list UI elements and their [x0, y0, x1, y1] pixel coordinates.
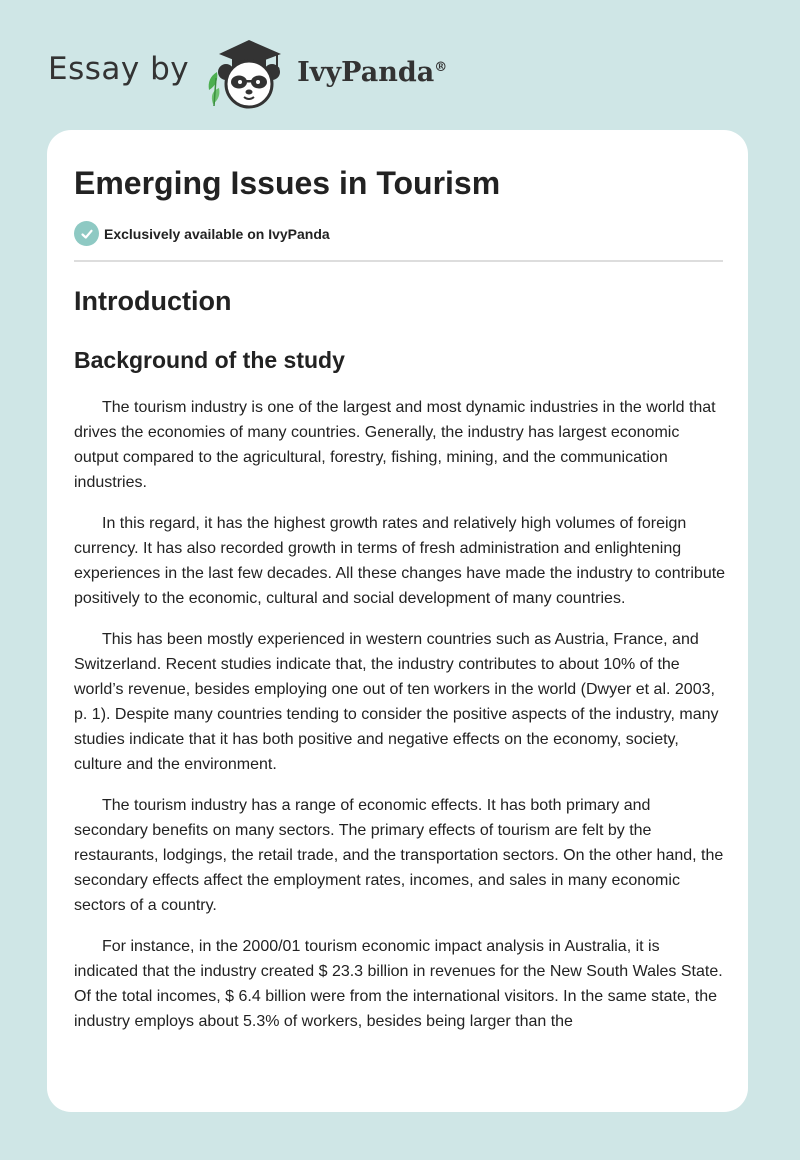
registered-mark: ®	[434, 59, 448, 75]
exclusive-badge-label: Exclusively available on IvyPanda	[104, 225, 330, 242]
panda-mascot-icon	[203, 34, 295, 110]
check-icon	[74, 221, 99, 246]
page-title: Emerging Issues in Tourism	[74, 165, 501, 201]
paragraph: This has been mostly experienced in western countries such as Austria, France, and Switzerland. Recent studies indicate that, the industry contributes to about 10% of the world’s revenue, besides employing one out of ten workers in the world (Dwyer et al. 2003, p. 1). Despite many countries tending to consider the positive aspects of the industry, many studies indicate that it has both positive and negative effects on the economy, society, culture and the environment.	[74, 631, 719, 773]
essay-by-label: Essay by	[48, 51, 190, 87]
paragraph: The tourism industry has a range of economic effects. It has both primary and secondary benefits on many sectors. The primary effects of tourism are felt by the restaurants, lodgings, the retail trade, and the transportation sectors. On the other hand, the secondary effects affect the employment rates, incomes, and sales in many economic sectors of a country.	[74, 797, 724, 914]
paragraph: The tourism industry is one of the largest and most dynamic industries in the world that drives the economies of many countries. Generally, the industry has largest economic output compared to the agricultural, forestry, fishing, mining, and the communication industries.	[74, 399, 716, 491]
subsection-heading: Background of the study	[74, 347, 345, 373]
exclusive-badge	[74, 221, 330, 246]
divider	[74, 260, 723, 262]
site-logo[interactable]	[48, 34, 447, 110]
brand-name: IvyPanda®	[297, 56, 448, 88]
paragraph: For instance, in the 2000/01 tourism economic impact analysis in Australia, it is indicated that the industry created $ 23.3 billion in revenues for the New South Wales State. Of the total incomes, $ 6.4 billion were from the international visitors. In the same state, the industry employs about 5.3% of workers, besides being larger than the	[74, 938, 723, 1030]
article-card	[47, 130, 748, 1112]
article-body	[74, 395, 726, 1050]
section-heading: Introduction	[74, 286, 232, 316]
paragraph: In this regard, it has the highest growth rates and relatively high volumes of foreign currency. It has also recorded growth in terms of fresh administration and enlightening experiences in the last few decades. All these changes have made the industry to contribute positively to the economic, cultural and social development of many countries.	[74, 515, 726, 607]
